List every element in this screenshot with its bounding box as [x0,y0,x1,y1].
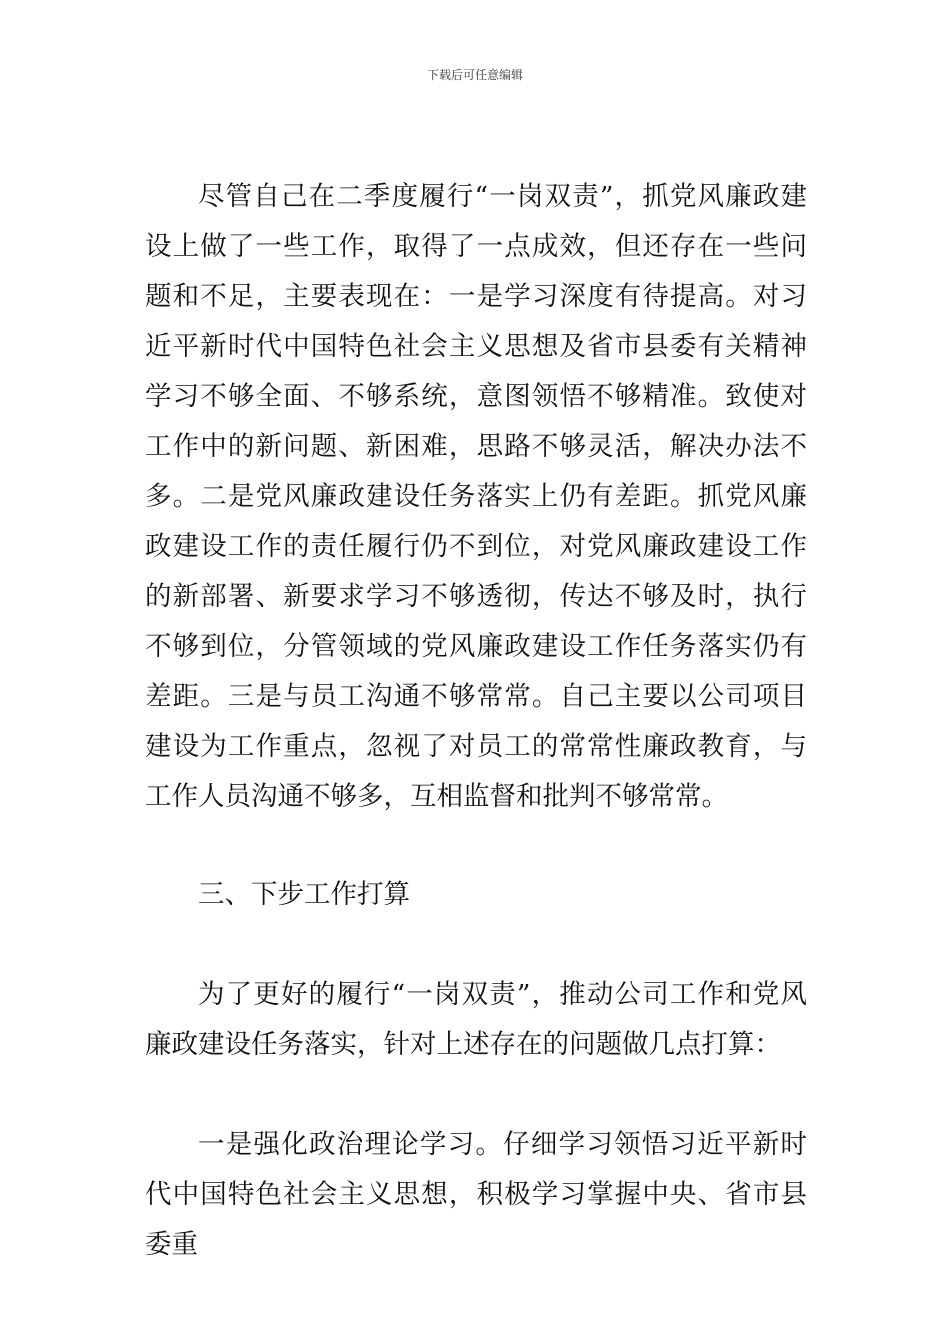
section-heading: 三、下步工作打算 [198,879,410,910]
page-header-note: 下载后可任意编辑 [426,68,523,82]
paragraph-plan-one: 一是强化政治理论学习。仔细学习领悟习近平新时代中国特色社会主义思想，积极学习掌握中央、省市县委重 [145,1129,807,1260]
paragraph-problems: 尽管自己在二季度履行“一岗双责”，抓党风廉政建设上做了一些工作，取得了一点成效，但还存在一些问题和不足，主要表现在：一是学习深度有待提高。对习近平新时代中国特色社会主义思想及省市县委有关精神学习不够全面、不够系统，意图领悟不够精准。致使对工作中的新问题、新困难，思路不够灵活，解决办法不多。二是党风廉政建设任务落实上仍有差距。抓党风廉政建设工作的责任履行仍不到位，对党风廉政建设工作的新部署、新要求学习不够透彻，传达不够及时，执行不够到位，分管领域的党风廉政建设工作任务落实仍有差距。三是与员工沟通不够常常。自己主要以公司项目建设为工作重点，忽视了对员工的常常性廉政教育，与工作人员沟通不够多，互相监督和批判不够常常。 [145,181,807,812]
paragraph-plan-intro: 为了更好的履行“一岗双责”，推动公司工作和党风廉政建设任务落实，针对上述存在的问题做几点打算： [145,979,807,1060]
